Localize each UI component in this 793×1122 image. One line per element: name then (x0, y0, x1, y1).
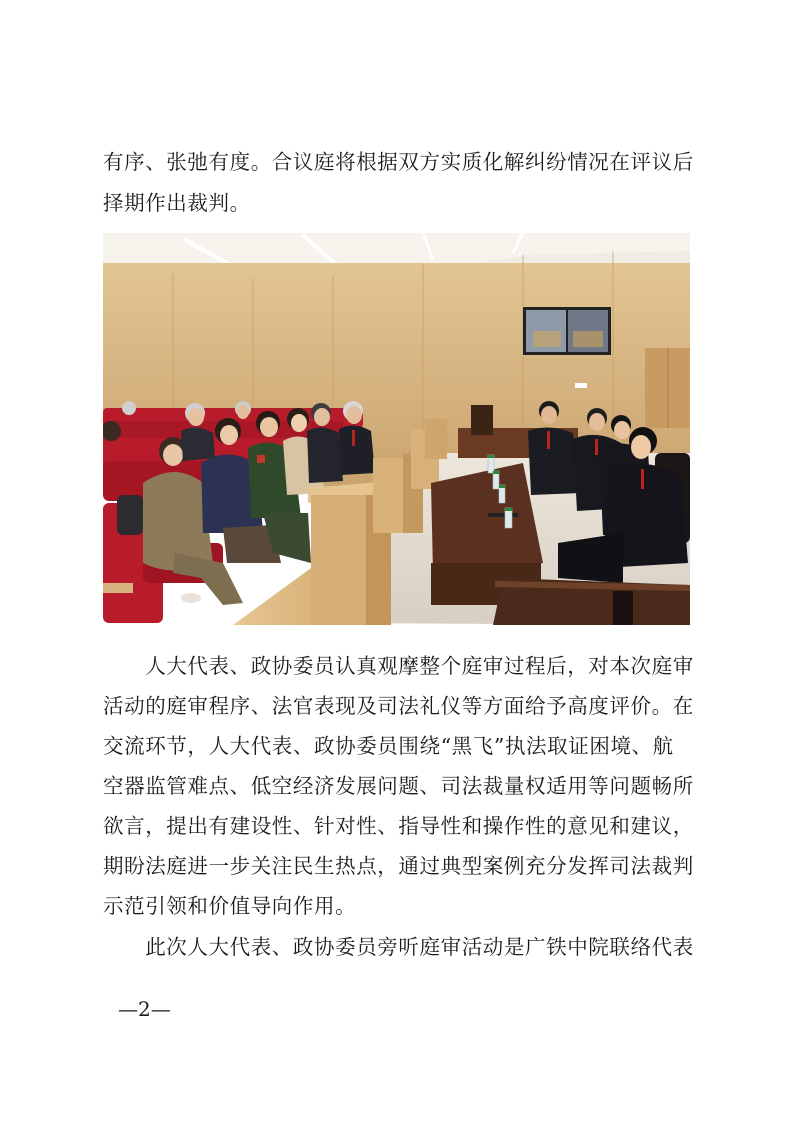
paragraph-line-1: 有序、张弛有度。合议庭将根据双方实质化解纠纷情况在评议后 (103, 150, 694, 174)
paragraph-line-3: 人大代表、政协委员认真观摩整个庭审过程后，对本次庭审 (103, 654, 694, 678)
paragraph-line-8: 期盼法庭进一步关注民生热点，通过典型案例充分发挥司法裁判 (103, 854, 694, 878)
paragraph-line-5: 交流环节，人大代表、政协委员围绕“黑飞”执法取证困境、航 (103, 734, 674, 758)
courtroom-photo (103, 233, 690, 625)
paragraph-line-2: 择期作出裁判。 (103, 191, 251, 215)
paragraph-line-6: 空器监管难点、低空经济发展问题、司法裁量权适用等问题畅所 (103, 774, 694, 798)
paragraph-line-7: 欲言，提出有建设性、针对性、指导性和操作性的意见和建议， (103, 814, 694, 838)
page-number: —2— (118, 997, 171, 1021)
paragraph-line-10: 此次人大代表、政协委员旁听庭审活动是广铁中院联络代表 (103, 935, 694, 959)
paragraph-line-4: 活动的庭审程序、法官表现及司法礼仪等方面给予高度评价。在 (103, 694, 694, 718)
paragraph-line-9: 示范引领和价值导向作用。 (103, 894, 357, 918)
